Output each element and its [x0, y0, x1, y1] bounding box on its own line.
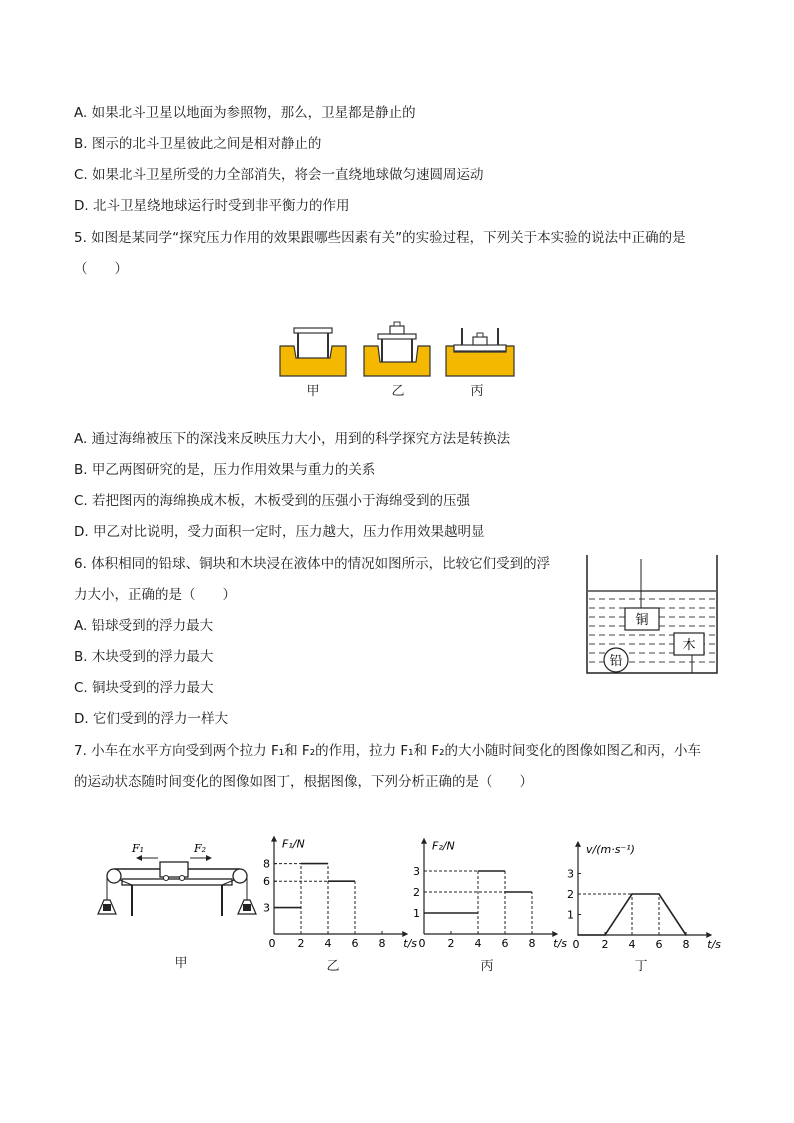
y-tick-label: 1	[413, 907, 420, 920]
y-tick-label: 6	[263, 875, 270, 889]
y-axis-arrow	[271, 836, 277, 842]
y-axis-label: F₁/N	[282, 837, 305, 851]
x-tick-label: 4	[474, 937, 482, 950]
f2-time-chart	[412, 824, 567, 954]
y-tick-label: 3	[567, 867, 574, 881]
q7-stem: 7. 小车在水平方向受到两个拉力 F₁和 F₂的作用，拉力 F₁和 F₂的大小随时间变化的图像如图乙和丙，小车	[74, 743, 702, 759]
data-point	[631, 893, 633, 895]
q6-stem-2: 力大小，正确的是（ ）	[74, 587, 236, 603]
x-tick-label: 6	[655, 938, 663, 951]
x-tick-label: 8	[682, 938, 690, 951]
sponge-caption-bing: 丙	[470, 384, 484, 399]
x-tick-label: 0	[572, 938, 580, 951]
x-tick-label: 2	[447, 937, 455, 950]
chart-caption-ding: 丁	[634, 959, 648, 974]
q6-option-a: A. 铅球受到的浮力最大	[74, 618, 214, 634]
y-axis-label: F₂/N	[432, 839, 455, 853]
y-axis-arrow	[421, 838, 427, 844]
chart-caption-bing: 丙	[480, 959, 494, 974]
data-point	[658, 893, 660, 895]
y-axis-label: v/(m·s⁻¹)	[586, 842, 635, 856]
x-axis-label: t/s	[403, 937, 417, 950]
q5-option-d: D. 甲乙对比说明，受力面积一定时，压力越大，压力作用效果越明显	[74, 524, 485, 540]
cart-caption: 甲	[174, 956, 188, 971]
copper-label: 铜	[635, 613, 649, 628]
x-axis-label: t/s	[553, 937, 567, 950]
data-point	[685, 934, 687, 936]
x-tick-label: 6	[501, 937, 509, 950]
q4-option-b: B. 图示的北斗卫星彼此之间是相对静止的	[74, 136, 322, 152]
velocity-time-chart	[562, 830, 722, 960]
sponge-caption-jia: 甲	[306, 384, 320, 399]
buoyancy-container-figure	[584, 553, 720, 678]
sponge-setup-yi	[364, 322, 430, 376]
f1-time-chart	[262, 824, 417, 954]
x-tick-label: 6	[351, 937, 359, 950]
x-tick-label: 4	[628, 938, 636, 951]
q6-option-d: D. 它们受到的浮力一样大	[74, 711, 228, 727]
x-tick-label: 2	[601, 938, 609, 951]
x-tick-label: 8	[378, 937, 386, 950]
q4-option-a: A. 如果北斗卫星以地面为参照物，那么，卫星都是静止的	[74, 105, 416, 121]
f1-arrow-label: F₁	[132, 842, 145, 855]
q7-stem-2: 的运动状态随时间变化的图像如图丁，根据图像，下列分析正确的是（ ）	[74, 774, 533, 790]
q5-option-a: A. 通过海绵被压下的深浅来反映压力大小，用到的科学探究方法是转换法	[74, 431, 511, 447]
x-tick-label: 0	[418, 937, 426, 950]
q5-option-c: C. 若把图丙的海绵换成木板，木板受到的压强小于海绵受到的压强	[74, 493, 471, 509]
x-tick-label: 4	[324, 937, 332, 950]
q4-option-c: C. 如果北斗卫星所受的力全部消失，将会一直绕地球做匀速圆周运动	[74, 167, 484, 183]
q6-stem: 6. 体积相同的铅球、铜块和木块浸在液体中的情况如图所示，比较它们受到的浮	[74, 556, 551, 572]
y-tick-label: 3	[413, 865, 420, 878]
left-pulley	[107, 869, 121, 883]
sponge-experiment-figure	[278, 320, 518, 380]
y-tick-label: 1	[567, 908, 574, 922]
q5-stem-bracket: （ ）	[74, 261, 128, 277]
wood-label: 木	[682, 638, 696, 653]
data-point	[577, 934, 579, 936]
y-tick-label: 8	[263, 857, 270, 871]
cart-pulley-figure	[92, 838, 262, 928]
cart	[160, 862, 188, 877]
sponge-caption-yi: 乙	[391, 384, 405, 399]
y-tick-label: 2	[413, 886, 420, 899]
x-tick-label: 2	[297, 937, 305, 950]
lead-label: 铅	[609, 654, 623, 669]
q6-option-c: C. 铜块受到的浮力最大	[74, 680, 214, 696]
chart-caption-yi: 乙	[326, 959, 340, 974]
f2-arrow-label: F₂	[194, 842, 207, 855]
y-axis-arrow	[575, 841, 581, 847]
right-pulley	[233, 869, 247, 883]
sponge-setup-jia	[280, 328, 346, 376]
x-axis-label: t/s	[707, 938, 721, 951]
data-point	[604, 934, 606, 936]
x-tick-label: 0	[268, 937, 276, 950]
q5-option-b: B. 甲乙两图研究的是，压力作用效果与重力的关系	[74, 462, 376, 478]
q6-option-b: B. 木块受到的浮力最大	[74, 649, 214, 665]
q4-option-d: D. 北斗卫星绕地球运行时受到非平衡力的作用	[74, 198, 350, 214]
y-tick-label: 2	[567, 888, 574, 901]
sponge-setup-bing	[446, 328, 514, 376]
y-tick-label: 3	[263, 901, 270, 915]
x-tick-label: 8	[528, 937, 536, 950]
q5-stem: 5. 如图是某同学“探究压力作用的效果跟哪些因素有关”的实验过程，下列关于本实验的说法中正确的是	[74, 230, 686, 246]
